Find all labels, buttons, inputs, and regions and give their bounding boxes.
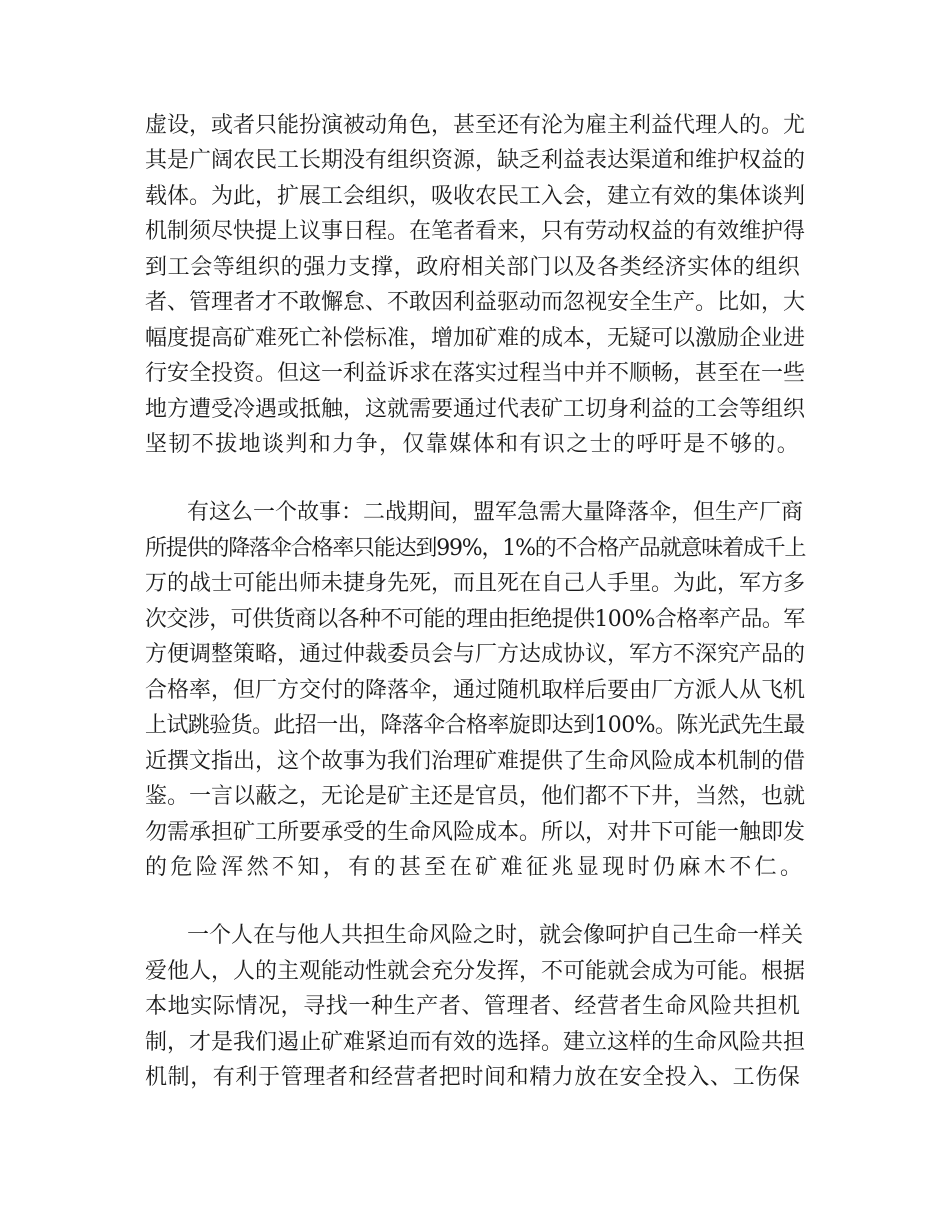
text-line: 幅度提高矿难死亡补偿标准，增加矿难的成本，无疑可以激励企业进 (145, 326, 806, 351)
text-line: 的危险浑然不知，有的甚至在矿难征兆显现时仍麻木不仁。 (145, 855, 806, 880)
text-line: 次交涉，可供货商以各种不可能的理由拒绝提供100%合格率产品。军 (145, 607, 805, 632)
text-line: 爱他人，人的主观能动性就会充分发挥，不可能就会成为可能。根据 (145, 959, 806, 984)
text-line: 本地实际情况，寻找一种生产者、管理者、经营者生命风险共担机 (145, 994, 801, 1019)
text-line: 到工会等组织的强力支撑，政府相关部门以及各类经济实体的组织 (145, 255, 801, 280)
text-line: 一个人在与他人共担生命风险之时，就会像呵护自己生命一样关 (187, 923, 804, 948)
text-line: 上试跳验货。此招一出，降落伞合格率旋即达到100%。陈光武先生最 (145, 713, 805, 738)
text-line: 万的战士可能出师未捷身先死，而且死在自己人手里。为此，军方多 (145, 571, 806, 596)
text-line: 鉴。一言以蔽之，无论是矿主还是官员，他们都不下井，当然，也就 (145, 784, 806, 809)
text-line: 方便调整策略，通过仲裁委员会与厂方达成协议，军方不深究产品的 (145, 642, 806, 667)
text-line: 机制，有利于管理者和经营者把时间和精力放在安全投入、工伤保 (145, 1065, 801, 1090)
text-line: 有这么一个故事：二战期间，盟军急需大量降落伞，但生产厂商 (187, 500, 804, 525)
text-line: 机制须尽快提上议事日程。在笔者看来，只有劳动权益的有效维护得 (145, 219, 806, 244)
text-line: 勿需承担矿工所要承受的生命风险成本。所以，对井下可能一触即发 (145, 820, 806, 845)
text-line: 制，才是我们遏止矿难紧迫而有效的选择。建立这样的生命风险共担 (145, 1030, 806, 1055)
text-line: 载体。为此，扩展工会组织，吸收农民工入会，建立有效的集体谈判 (145, 184, 806, 209)
text-line: 近撰文指出，这个故事为我们治理矿难提供了生命风险成本机制的借 (145, 749, 806, 774)
text-line: 其是广阔农民工长期没有组织资源，缺乏利益表达渠道和维护权益的 (145, 148, 806, 173)
text-line: 地方遭受冷遇或抵触，这就需要通过代表矿工切身利益的工会等组织 (145, 397, 806, 422)
text-line: 合格率，但厂方交付的降落伞，通过随机取样后要由厂方派人从飞机 (145, 678, 806, 703)
text-line: 虚设，或者只能扮演被动角色，甚至还有沦为雇主利益代理人的。尤 (145, 113, 806, 138)
text-line: 坚韧不拔地谈判和力争，仅靠媒体和有识之士的呼吁是不够的。 (145, 432, 801, 457)
text-line: 所提供的降落伞合格率只能达到99%，1%的不合格产品就意味着成千上 (145, 536, 806, 561)
text-line: 者、管理者才不敢懈怠、不敢因利益驱动而忽视安全生产。比如，大 (145, 290, 806, 315)
text-line: 行安全投资。但这一利益诉求在落实过程当中并不顺畅，甚至在一些 (145, 361, 806, 386)
